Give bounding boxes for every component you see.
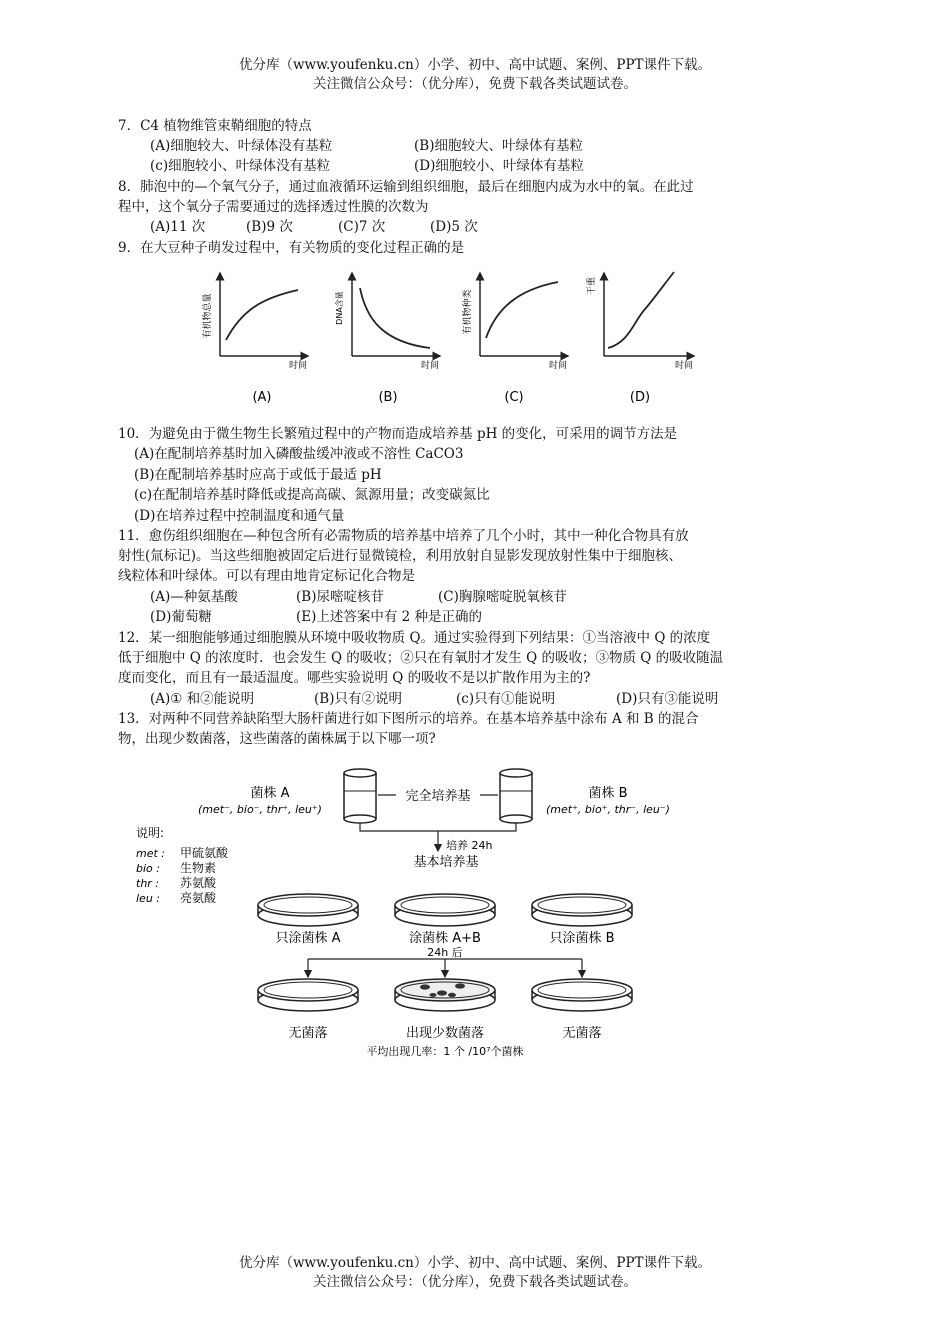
graph-b-label: (B) <box>378 390 398 405</box>
footer-line-1: 优分库（www.youfenku.cn）小学、初中、高中试题、案例、PPT课件下载。 <box>238 1255 712 1271</box>
graph-a-curve <box>226 290 298 340</box>
q7-option-a: (A)细胞较大、叶绿体没有基粒 <box>150 138 333 154</box>
strain-a-genotype: (met⁻, bio⁻, thr⁺, leu⁺) <box>198 803 322 816</box>
dish-1-label: 只涂菌株 A <box>275 931 341 946</box>
colony <box>455 983 465 988</box>
header-line-2: 关注微信公众号：（优分库），免费下载各类试题试卷。 <box>313 76 637 92</box>
q11-option-b: (B)尿嘧啶核苷 <box>296 589 384 605</box>
q7-option-d: (D)细胞较小、叶绿体有基粒 <box>414 158 584 174</box>
q9-graphs <box>190 268 710 413</box>
dish-bottom-3 <box>532 979 632 1011</box>
q11-option-c: (C)胸腺嘧啶脱氧核苷 <box>438 589 567 605</box>
q11-stem-line-1: 11．愈伤组织细胞在—种包含所有必需物质的培养基中培养了几个小时，其中一种化合物具有放 <box>118 528 689 544</box>
q10-stem: 10．为避免由于微生物生长繁殖过程中的产物而造成培养基 pH 的变化，可采用的调节方法是 <box>118 426 678 442</box>
q8-option-b: (B)9 次 <box>246 219 293 235</box>
graph-a-label: (A) <box>252 390 272 405</box>
q11-option-a: (A)—种氨基酸 <box>150 589 238 605</box>
q10-option-a: (A)在配制培养基时加入磷酸盐缓冲液或不溶性 CaCO3 <box>134 446 464 462</box>
colony <box>437 990 447 995</box>
legend-abbr-met: met : <box>136 847 165 860</box>
q8-option-c: (C)7 次 <box>338 219 386 235</box>
result-3-label: 无菌落 <box>562 1026 602 1041</box>
legend-name-thr: 苏氨酸 <box>180 876 217 890</box>
q7-stem: 7．C4 植物维管束鞘细胞的特点 <box>118 118 312 134</box>
q7-options-row1 <box>150 137 583 156</box>
colony <box>430 993 437 997</box>
frequency-label: 平均出现几率：1 个 /10⁷个菌株 <box>366 1045 524 1058</box>
q8-stem-line-1: 8．肺泡中的—个氧气分子，通过血液循环运输到组织细胞，最后在细胞内成为水中的氧。在此过 <box>118 179 694 195</box>
tube-right <box>500 769 532 823</box>
q8-stem-line-2: 程中，这个氧分子需要通过的选择透过性膜的次数为 <box>118 199 429 215</box>
result-1-label: 无菌落 <box>288 1026 328 1041</box>
dish-3-label: 只涂菌株 B <box>549 931 615 946</box>
graph-c <box>461 273 568 405</box>
dish-bottom-2 <box>395 979 495 1011</box>
legend-abbr-thr: thr : <box>136 877 160 890</box>
complete-medium-label: 完全培养基 <box>405 789 471 804</box>
graph-b-curve <box>360 288 430 348</box>
q13-stem-line-2: 物，出现少数菌落，这些菌落的菌株属于以下哪一项? <box>118 731 436 747</box>
q12-options <box>150 690 718 709</box>
q11-option-e: (E)上述答案中有 2 种是正确的 <box>296 609 483 625</box>
graph-b-xlabel: 时间 <box>420 361 440 371</box>
graph-d-xlabel: 时间 <box>674 361 694 371</box>
q12-option-d: (D)只有③能说明 <box>616 691 719 707</box>
tube-left <box>344 769 376 823</box>
legend-name-leu: 亮氨酸 <box>180 891 217 905</box>
header-line-1: 优分库（www.youfenku.cn）小学、初中、高中试题、案例、PPT课件下载。 <box>238 57 712 73</box>
after-24h-label: 24h 后 <box>427 946 463 959</box>
q12-stem-line-2: 低于细胞中 Q 的浓度时．也会发生 Q 的吸收；②只在有氧肘才发生 Q 的吸收；③物质 Q 的吸收随温 <box>118 650 724 666</box>
q8-options <box>150 218 478 237</box>
q11-option-d: (D)葡萄糖 <box>150 609 212 625</box>
colony <box>420 984 430 989</box>
q10-option-c: (c)在配制培养基时降低或提高高碳、氮源用量；改变碳氮比 <box>134 487 490 503</box>
q7-option-c: (c)细胞较小、叶绿体没有基粒 <box>150 158 331 174</box>
q11-stem-line-2: 射性(氚标记)。当这些细胞被固定后进行显微镜检，利用放射自显影发现放射性集中于细胞核、 <box>118 548 683 564</box>
graph-a-ylabel: 有机物总量 <box>203 293 213 339</box>
dish-top-2 <box>395 894 495 926</box>
graph-c-curve <box>486 282 558 338</box>
q7-option-b: (B)细胞较大、叶绿体有基粒 <box>414 138 583 154</box>
graph-d-curve <box>608 272 674 348</box>
footer-line-2: 关注微信公众号：（优分库），免费下载各类试题试卷。 <box>313 1274 637 1290</box>
strain-b-genotype: (met⁺, bio⁺, thr⁻, leu⁻) <box>546 803 670 816</box>
graph-d-label: (D) <box>629 390 651 405</box>
graph-b <box>334 273 440 405</box>
colony <box>448 993 456 997</box>
q12-stem-line-1: 12．某一细胞能够通过细胞膜从环境中吸收物质 Q。通过实验得到下列结果：①当溶液中 Q 的浓度 <box>118 630 711 646</box>
q8-option-d: (D)5 次 <box>430 219 478 235</box>
graph-b-ylabel: DNA含量 <box>335 291 344 325</box>
dish-bottom-1 <box>258 979 358 1011</box>
dish-top-1 <box>258 894 358 926</box>
graph-d-ylabel: 干重 <box>587 276 597 296</box>
q11-stem-line-3: 线粒体和叶绿体。可以有理由地肯定标记化合物是 <box>118 568 415 584</box>
graph-c-xlabel: 时间 <box>548 361 568 371</box>
q9-stem: 9．在大豆种子萌发过程中，有关物质的变化过程正确的是 <box>118 240 465 256</box>
graph-a-xlabel: 时间 <box>288 361 308 371</box>
q7-options-row2 <box>150 157 584 176</box>
legend-name-met: 甲硫氨酸 <box>180 846 229 860</box>
graph-d <box>585 272 694 405</box>
q12-option-c: (c)只有①能说明 <box>456 691 556 707</box>
graph-c-label: (C) <box>504 390 524 405</box>
legend-abbr-leu: leu : <box>136 892 160 905</box>
q11-options-row2 <box>150 608 482 627</box>
graph-c-ylabel: 有机物种类 <box>463 289 473 335</box>
q8-option-a: (A)11 次 <box>150 219 206 235</box>
legend-title: 说明: <box>136 826 165 840</box>
basic-medium-label: 基本培养基 <box>413 855 479 870</box>
graph-a <box>201 273 308 405</box>
q13-diagram <box>130 765 700 1065</box>
q12-stem-line-3: 度而变化，而且有一最适温度。哪些实验说明 Q 的吸收不是以扩散作用为主的? <box>118 670 591 686</box>
dish-2-label: 涂菌株 A+B <box>409 931 481 946</box>
q10-option-b: (B)在配制培养基时应高于或低于最适 pH <box>134 467 382 483</box>
q11-options-row1 <box>150 588 567 607</box>
strain-a-label: 菌株 A <box>250 786 290 801</box>
culture-24h-label: 培养 24h <box>446 839 493 852</box>
q13-stem-line-1: 13．对两种不同营养缺陷型大肠杆菌进行如下图所示的培养。在基本培养基中涂布 A 和 B 的混合 <box>118 711 699 727</box>
result-2-label: 出现少数菌落 <box>405 1026 485 1041</box>
strain-b-label: 菌株 B <box>588 786 628 801</box>
q10-option-d: (D)在培养过程中控制温度和通气量 <box>134 508 345 524</box>
q12-option-a: (A)① 和②能说明 <box>150 691 255 707</box>
dish-top-3 <box>532 894 632 926</box>
q12-option-b: (B)只有②说明 <box>314 691 402 707</box>
legend-name-bio: 生物素 <box>180 861 217 875</box>
legend-abbr-bio: bio : <box>136 862 160 875</box>
